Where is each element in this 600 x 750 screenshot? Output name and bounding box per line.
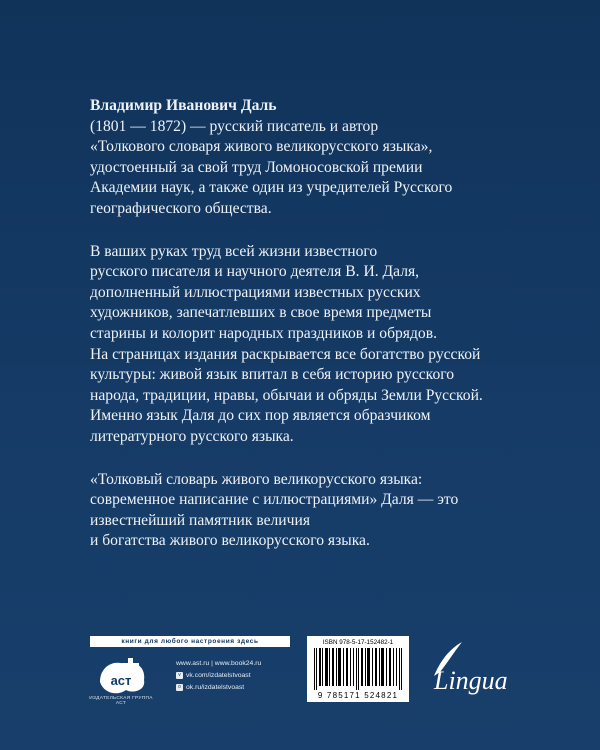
- vk-row: [176, 669, 286, 681]
- barcode-bars: [313, 648, 403, 690]
- quote-line: известнейший памятник величия: [90, 511, 310, 529]
- intro-line: удостоенный за свой труд Ломоносовской премии: [90, 158, 423, 176]
- lingua-logo: Lingua: [434, 666, 508, 695]
- ok-icon: o: [176, 684, 183, 691]
- paragraph-line: В ваших руках труд всей жизни известного: [90, 242, 378, 260]
- intro-line: (1801 — 1872) — русский писатель и автор: [90, 117, 379, 135]
- isbn-text: ISBN 978-5-17-152482-1: [322, 639, 394, 646]
- publisher-links: [176, 657, 286, 693]
- ok-link[interactable]: ok.ru/izdatelstvoast: [186, 683, 245, 691]
- website-link[interactable]: www.ast.ru | www.book24.ru: [176, 659, 262, 667]
- author-name: Владимир Иванович Даль: [90, 97, 277, 114]
- quote-line: современное написание с иллюстрациями» Даля — это: [90, 491, 459, 509]
- ok-row: [176, 681, 286, 693]
- website-row: [176, 657, 286, 669]
- vk-icon: v: [176, 672, 183, 679]
- ast-logo-text: аст: [110, 673, 132, 688]
- ast-logo-icon: [90, 652, 152, 696]
- description-text: [90, 96, 530, 552]
- vk-link[interactable]: vk.com/izdatelstvoast: [186, 671, 251, 679]
- paragraph-line: дополненный иллюстрациями известных русских: [90, 283, 421, 301]
- barcode-number: 9 785171 524821: [317, 691, 399, 700]
- ast-caption: ИЗДАТЕЛЬСКАЯ ГРУППА АСТ: [89, 696, 153, 706]
- quote-line: «Толковый словарь живого великорусского языка:: [90, 470, 423, 488]
- intro-line: «Толкового словаря живого великорусского языка»,: [90, 138, 433, 156]
- paragraph-line: художников, запечатлевших в свое время предметы: [90, 304, 432, 322]
- barcode: [307, 636, 409, 702]
- slogan-bar: книги для любого настроения здесь: [90, 636, 290, 647]
- paragraph-line: Именно язык Даля до сих пор является образчиком: [90, 407, 431, 425]
- paragraph-line: культуры: живой язык впитал в себя историю русского: [90, 366, 455, 384]
- intro-line: Академии наук, а также один из учредителей Русского: [90, 179, 453, 197]
- intro-line: географического общества.: [90, 199, 272, 217]
- paragraph-line: литературного русского языка.: [90, 427, 294, 445]
- paragraph-line: старины и колорит народных праздников и обрядов.: [90, 324, 437, 342]
- paragraph-line: На страницах издания раскрывается все богатство русской: [90, 345, 481, 363]
- paragraph-line: народа, традиции, нравы, обычаи и обряды Земли Русской.: [90, 386, 483, 404]
- quote-line: и богатства живого великорусского языка.: [90, 532, 370, 550]
- paragraph-line: русского писателя и научного деятеля В. И. Даля,: [90, 263, 420, 281]
